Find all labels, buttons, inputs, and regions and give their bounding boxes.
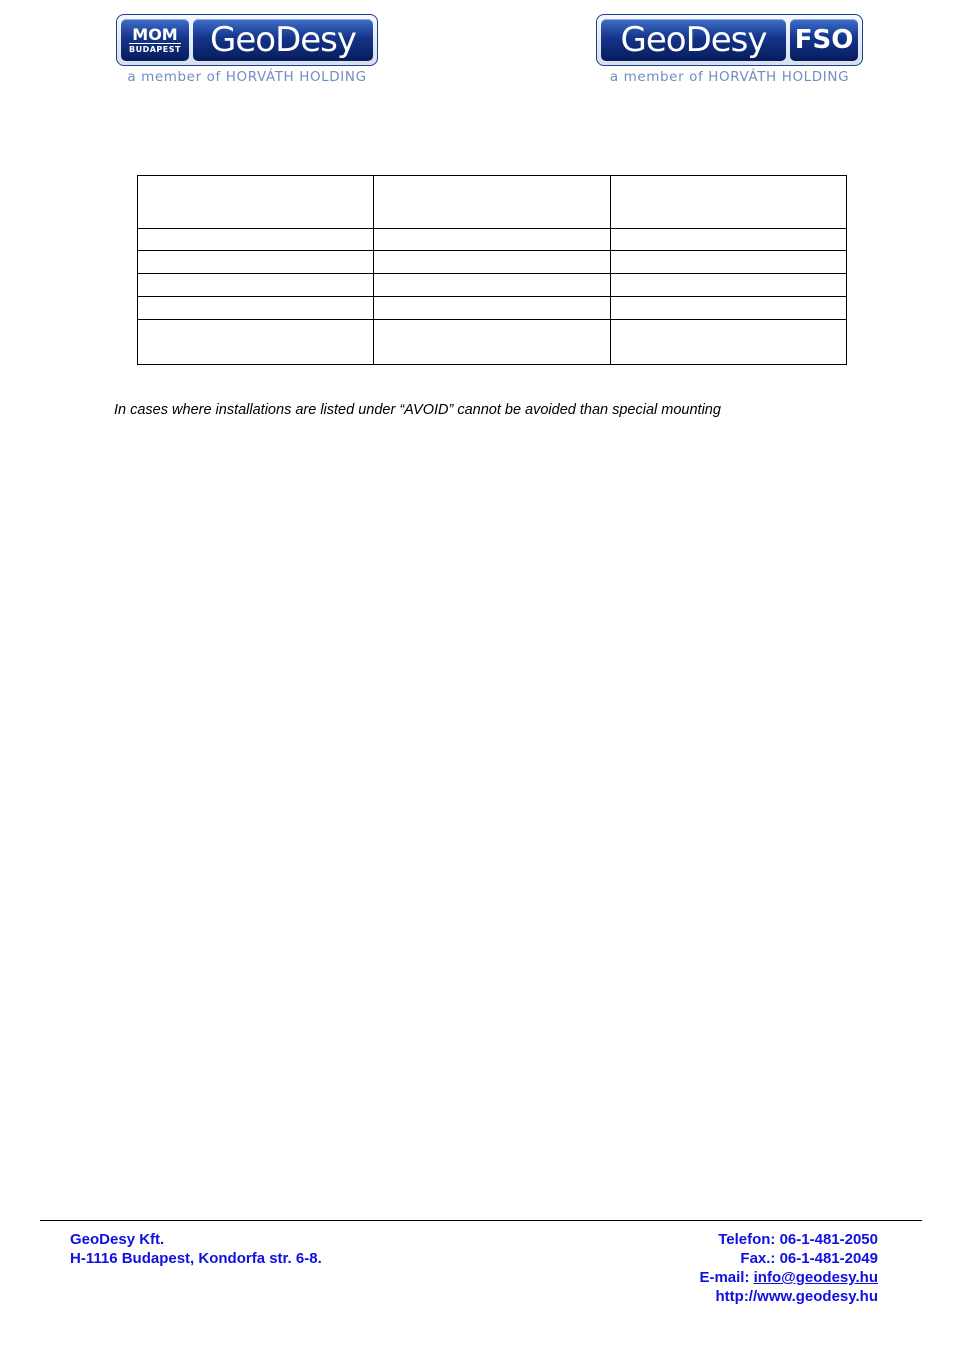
email-line xyxy=(699,1268,878,1287)
geodesy-mom-logo xyxy=(116,14,378,85)
logo-tagline: a member of HORVÁTH HOLDING xyxy=(609,69,850,85)
footer-divider xyxy=(40,1220,922,1221)
empty-table xyxy=(137,175,847,365)
mom-budapest-mark xyxy=(121,19,189,61)
table-cell xyxy=(610,320,846,365)
table-cell xyxy=(374,320,610,365)
table-row xyxy=(138,320,847,365)
table-cell xyxy=(610,251,846,274)
logo-tagline: a member of HORVÁTH HOLDING xyxy=(127,69,367,85)
table-cell xyxy=(610,229,846,251)
geodesy-fso-logo xyxy=(596,14,863,85)
company-name: GeoDesy Kft. xyxy=(70,1231,165,1248)
table-cell xyxy=(610,176,846,229)
table-cell xyxy=(138,274,374,297)
table-cell xyxy=(138,229,374,251)
table-cell xyxy=(138,297,374,320)
table-cell xyxy=(138,176,374,229)
table-cell xyxy=(374,176,610,229)
table-cell xyxy=(374,229,610,251)
footer-contact-block xyxy=(699,1230,878,1306)
table-cell xyxy=(610,274,846,297)
table-row xyxy=(138,229,847,251)
table-row xyxy=(138,251,847,274)
table-cell xyxy=(374,251,610,274)
email-link[interactable]: info@geodesy.hu xyxy=(753,1269,878,1286)
geodesy-wordmark: GeoDesy xyxy=(601,19,786,61)
geodesy-wordmark: GeoDesy xyxy=(193,19,373,61)
table-cell xyxy=(138,251,374,274)
table-cell xyxy=(374,274,610,297)
table-cell xyxy=(374,297,610,320)
table-cell xyxy=(610,297,846,320)
email-label: E-mail: xyxy=(699,1269,754,1286)
budapest-text: BUDAPEST xyxy=(129,44,181,54)
mounting-note: In cases where installations are listed under “AVOID” cannot be avoided than special mounting xyxy=(114,402,721,418)
fso-mark: FSO xyxy=(790,19,858,61)
table-row xyxy=(138,176,847,229)
website-url[interactable]: http://www.geodesy.hu xyxy=(715,1288,878,1305)
table-cell xyxy=(138,320,374,365)
logo-badge xyxy=(596,14,863,66)
table-row xyxy=(138,274,847,297)
fax-number: Fax.: 06-1-481-2049 xyxy=(740,1250,878,1267)
mom-text: MOM xyxy=(132,24,178,44)
phone-number: Telefon: 06-1-481-2050 xyxy=(718,1231,878,1248)
table-row xyxy=(138,297,847,320)
logo-badge xyxy=(116,14,378,66)
footer-address-block xyxy=(70,1230,322,1268)
company-address: H-1116 Budapest, Kondorfa str. 6-8. xyxy=(70,1250,322,1267)
